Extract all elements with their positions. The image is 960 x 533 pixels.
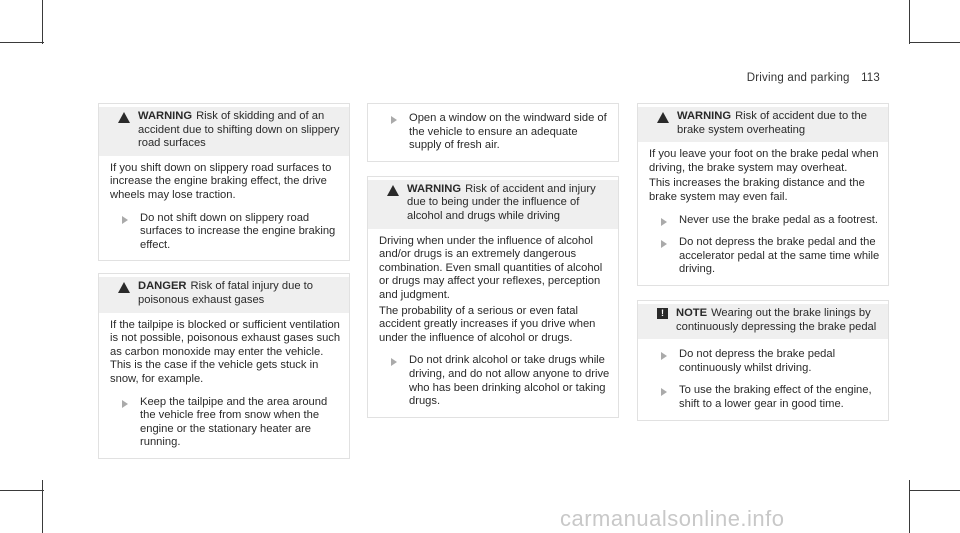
step-arrow-icon [391, 116, 397, 124]
instruction-step [649, 384, 880, 411]
step-arrow-icon [122, 216, 128, 224]
warning-body: Driving when under the influence of alcohol and/or drugs is an extremely dangerous combination. Even small quantities of alcohol or drugs may affect your reflexes, perception and judgment. [379, 234, 603, 301]
note-box [637, 300, 889, 421]
step-text: Open a window on the windward side of the vehicle to ensure an adequate supply of fresh air. [409, 112, 607, 152]
warning-box [637, 103, 889, 286]
warning-body: This increases the braking distance and the brake system may even fail. [649, 177, 865, 203]
danger-box [98, 273, 350, 459]
warning-body: The probability of a serious or even fatal accident greatly increases if you drive when under the influence of alcohol or drugs. [379, 304, 596, 344]
step-text: Never use the brake pedal as a footrest. [679, 213, 879, 226]
step-arrow-icon [661, 218, 667, 226]
warning-triangle-icon [387, 185, 399, 196]
crop-mark [909, 0, 910, 44]
column-2 [367, 103, 619, 430]
instruction-step [379, 112, 610, 153]
step-arrow-icon [391, 358, 397, 366]
warning-header [368, 180, 618, 229]
instruction-step [110, 212, 341, 253]
step-text: Do not shift down on slippery road surfaces to increase the engine braking effect. [140, 211, 336, 251]
danger-body: If the tailpipe is blocked or sufficient ventilation is not possible, poisonous exhaust gases such as carbon monoxide may enter the vehicle. This is the case if the vehicle gets stuck in snow, for example. [110, 318, 341, 385]
instruction-step [379, 354, 610, 408]
step-text: To use the braking effect of the engine, shift to a lower gear in good time. [679, 384, 872, 410]
step-text: Keep the tailpipe and the area around the vehicle free from snow when the engine or the stationary heater are running. [140, 395, 328, 449]
instruction-step [649, 214, 880, 228]
step-arrow-icon [661, 240, 667, 248]
crop-mark [909, 480, 910, 533]
crop-mark [0, 42, 44, 43]
step-text: Do not drink alcohol or take drugs while driving, and do not allow anyone to drive who has been drinking alcohol or taking drugs. [409, 354, 610, 408]
warning-box [367, 176, 619, 418]
danger-title: Risk of fatal injury due to poisonous exhaust gases [138, 280, 313, 306]
watermark: carmanualsonline.info [560, 506, 785, 531]
instruction-step [649, 348, 880, 375]
warning-header [638, 107, 888, 142]
step-arrow-icon [661, 388, 667, 396]
warning-label: WARNING [677, 110, 732, 122]
column-1 [98, 103, 350, 471]
warning-label: WARNING [138, 110, 193, 122]
warning-body: If you shift down on slippery road surfaces to increase the engine braking effect, the drive wheels may lose traction. [110, 161, 332, 201]
warning-body: If you leave your foot on the brake pedal when driving, the brake system may overheat. [649, 148, 879, 174]
warning-header [99, 107, 349, 156]
step-text: Do not depress the brake pedal and the accelerator pedal at the same time while driving. [679, 236, 880, 276]
warning-title: Risk of accident due to the brake system overheating [677, 110, 867, 136]
warning-triangle-icon [657, 112, 669, 123]
warning-triangle-icon [118, 112, 130, 123]
note-label: NOTE [676, 306, 708, 319]
page-number: 113 [861, 72, 880, 84]
danger-box-continued [367, 103, 619, 162]
warning-title: Risk of skidding and of an accident due to shifting down on slippery road surfaces [138, 110, 340, 150]
step-text: Do not depress the brake pedal continuously whilst driving. [679, 348, 836, 374]
section-title: Driving and parking [746, 72, 850, 84]
crop-mark [909, 490, 960, 491]
note-title: Wearing out the brake linings by continuously depressing the brake pedal [676, 306, 877, 333]
warning-triangle-icon [118, 282, 130, 293]
note-header [638, 304, 888, 339]
step-arrow-icon [661, 352, 667, 360]
page-header [747, 72, 880, 84]
note-exclamation-icon: ! [657, 308, 668, 319]
instruction-step [110, 396, 341, 450]
warning-title: Risk of accident and injury due to being under the influence of alcohol and drugs while driving [407, 182, 596, 222]
warning-label: WARNING [407, 182, 462, 195]
crop-mark [42, 0, 43, 44]
warning-box [98, 103, 350, 261]
instruction-step [649, 236, 880, 277]
step-arrow-icon [122, 400, 128, 408]
column-3 [637, 103, 889, 433]
danger-label: DANGER [138, 280, 187, 293]
crop-mark [909, 42, 960, 43]
crop-mark [42, 480, 43, 533]
danger-header [99, 277, 349, 312]
crop-mark [0, 490, 44, 491]
